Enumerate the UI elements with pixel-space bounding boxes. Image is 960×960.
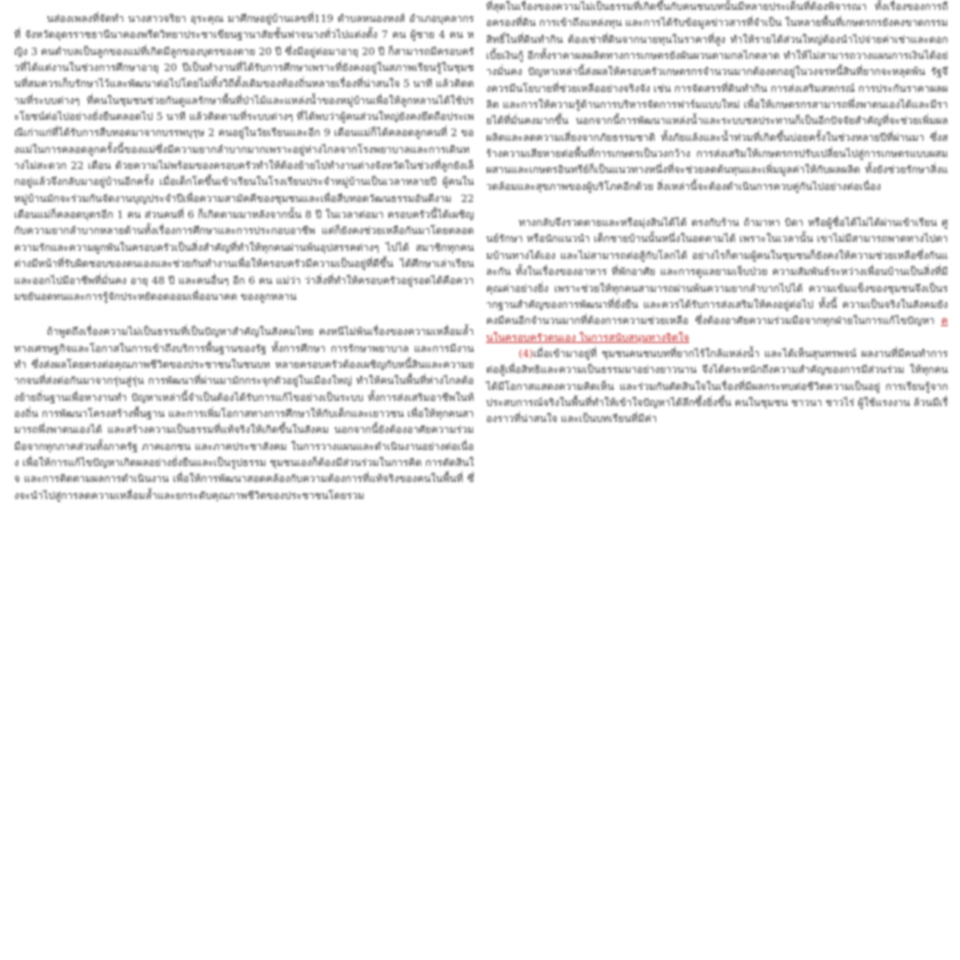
paragraph-body: เมื่อเข้ามาอยู่ที่ ชุมชนคนชนบทที่ยากไร้ใกล้แหล่งน้ำ และได้เห็นสุนทรพจน์ ผลงานที่มีคนทำการต่อสู้เพื่อสิทธิและความเป็นธรรมมาอย่างยาวนาน จึงได้ตระหนักถึงความสำคัญของการมีส่วนร่วม ให้ทุกคนได้มีโอกาสแสดงความคิดเห็น และร่วมกันตัดสินใจในเรื่องที่มีผลกระทบต่อชีวิตความเป็นอยู่ การเรียนรู้จากประสบการณ์จริงในพื้นที่ทำให้เข้าใจปัญหาได้ลึกซึ้งยิ่งขึ้น คนในชุมชน ชาวนา ชาวไร่ ผู้ใช้แรงงาน ล้วนมีเรื่องราวที่น่าสนใจ และเป็นบทเรียนที่มีค่า [486,348,948,426]
footnote-marker[interactable]: (4) [518,348,534,360]
paragraph-family-history [14,12,474,306]
reference-link[interactable]: คนในครอบครัวตนเอง ในการสนับสนุนทางจิตใจ [486,316,948,344]
paragraph-body: ทางกลับจึงรวดตายและหรือมุ่งสินได้ได้ ตรงกับร้าน ถ้ามาหา บิดา หรือผู้ชื่อได้ไม่ได้ผ่านเข้าเรียน ศูนย์รักษา หรือนักแนวนำ เด็กชายบ้านนั้นหนึ่งในอดตามได้ เพราะในเวลานั้น เขาไม่มีสามารถพาดทางไปตามบ้านทางได้เอง และไม่สามารถต่อสู้กับโลกได้ อย่างไรก็ตามผู้คนในชุมชนก็ยังคงให้ความช่วยเหลือซึ่งกันและกัน ทั้งในเรื่องของอาหาร ที่พักอาศัย และการดูแลยามเจ็บป่วย ความสัมพันธ์ระหว่างเพื่อนบ้านเป็นสิ่งที่มีคุณค่าอย่างยิ่ง เพราะช่วยให้ทุกคนสามารถผ่านพ้นความยากลำบากไปได้ ความเข้มแข็งของชุมชนจึงเป็นรากฐานสำคัญของการพัฒนาที่ยั่งยืน และควรได้รับการส่งเสริมให้คงอยู่ต่อไป ทั้งนี้ ความเป็นจริงในสังคมยังคงมีคนอีกจำนวนมากที่ต้องการความช่วยเหลือ ซึ่งต้องอาศัยความร่วมมือจากทุกฝ่ายในการแก้ไขปัญหา [486,218,948,328]
paragraph-text: นส่องเพลงที่จัดทำ นางสาวจริยา อุระคุณ มาศึกษอยู่บ้านเลขที่119 ตำบลหนองหงส์ อำเภอบุคลากรที่ จังหวัดอุดรราชธานีนาคองพรีดวิทยาประชาเขียนฐานาสัยชั้นฟาจนางทั่วไปแต่งตั้ง 7 คน ผู้ชาย 4 คน หญิง 3 คนตำบลเป็นลูกของแม่ที่เกิดมีลูกของบุตรของตาย 20 ปี ซึ่งมีอยู่ต่อมาอายุ 20 ปี ก็สามารถมีครอบครัวที่ได้แต่งานในช่วงการศึกษาอายุ 20 ปีเป็นทำงานที่ได้รับการศึกษาเพราะที่ยังคงอยู่ในสภาพเรียนรู้ในชุมชนที่สมควรเก็บรักษาไว้และพัฒนาต่อไปโดยไม่ทิ้งวิถีดั้งเดิมของท้องถิ่นหลายเรื่องที่น่าสนใจ 5 นาที แล้วติดตามที่ระบบต่างๆ ที่คนในชุมชนช่วยกันดูแลรักษาพื้นที่ป่าไม้และแหล่งน้ำของหมู่บ้านเพื่อให้ลูกหลานได้ใช้ประโยชน์ต่อไปอย่างยั่งยืนตลอดไป 5 นาที แล้วติดตามที่ระบบต่างๆ ที่ได้พบว่าผู้คนส่วนใหญ่ยังคงยึดถือประเพณีเก่าแก่ที่ได้รับการสืบทอดมาจากบรรพบุรุษ 2 คนอยู่ในวัยเรียนและอีก 9 เดือนแม่ก็ได้คลอดลูกคนที่ 2 ของแม่ในการคลอดลูกครั้งนี้ของแม่ซึ่งมีความยากลำบากมากเพราะอยู่ห่างไกลจากโรงพยาบาลและการเดินทางไม่สะดวก 22 เดือน ด้วยความไม่พร้อมของครอบครัวทำให้ต้องย้ายไปทำงานต่างจังหวัดในช่วงที่ลูกยังเล็กอยู่แล้วจึงกลับมาอยู่บ้านอีกครั้ง เมื่อเด็กโตขึ้นเข้าเรียนในโรงเรียนประจำหมู่บ้านเป็นเวลาหลายปี ผู้คนในหมู่บ้านมักจะร่วมกันจัดงานบุญประจำปีเพื่อความสามัคคีของชุมชนและเพื่อสืบทอดวัฒนธรรมอันดีงาม 22 เดือนแม่ก็คลอดบุตรอีก 1 คน ส่วนคนที่ 6 ก็เกิดตามมาหลังจากนั้น 8 ปี ในเวลาต่อมา ครอบครัวนี้ได้เผชิญกับความยากลำบากหลายด้านทั้งเรื่องการศึกษาและการประกอบอาชีพ แต่ก็ยังคงช่วยเหลือกันมาโดยตลอด ความรักและความผูกพันในครอบครัวเป็นสิ่งสำคัญที่ทำให้ทุกคนผ่านพ้นอุปสรรคต่างๆ ไปได้ สมาชิกทุกคนต่างมีหน้าที่รับผิดชอบของตนเองและช่วยกันทำงานเพื่อให้ครอบครัวมีความเป็นอยู่ที่ดีขึ้น ได้ศึกษาเล่าเรียนและออกไปมีอาชีพที่มั่นคง อายุ 48 ปี และคนอื่นๆ อีก 6 คน แม่ว่า ว่าสิ่งที่ทำให้ครอบครัวอยู่รอดได้คือความขยันอดทนและการรู้จักประหยัดอดออมเพื่ออนาคต ของลูกหลาน [14,14,474,303]
paragraph-text [486,347,948,429]
right-column [486,0,948,429]
paragraph-rural-injustice [486,0,948,196]
paragraph-community-support [486,216,948,428]
paragraph-text: ถ้าพูดถึงเรื่องความไม่เป็นธรรมที่เป็นปัญหาสำคัญในสังคมไทย คงหนีไม่พ้นเรื่องของความเหลื่อมล้ำทางเศรษฐกิจและโอกาสในการเข้าถึงบริการพื้นฐานของรัฐ ทั้งการศึกษา การรักษาพยาบาล และการมีงานทำ ซึ่งส่งผลโดยตรงต่อคุณภาพชีวิตของประชาชนในชนบท หลายครอบครัวต้องเผชิญกับหนี้สินและความยากจนที่ส่งต่อกันมาจากรุ่นสู่รุ่น การพัฒนาที่ผ่านมามักกระจุกตัวอยู่ในเมืองใหญ่ ทำให้คนในพื้นที่ห่างไกลต้องย้ายถิ่นฐานเพื่อหางานทำ ปัญหาเหล่านี้จำเป็นต้องได้รับการแก้ไขอย่างเป็นระบบ ทั้งการส่งเสริมอาชีพในท้องถิ่น การพัฒนาโครงสร้างพื้นฐาน และการเพิ่มโอกาสทางการศึกษาให้กับเด็กและเยาวชน เพื่อให้ทุกคนสามารถพึ่งพาตนเองได้ และสร้างความเป็นธรรมที่แท้จริงให้เกิดขึ้นในสังคม นอกจากนี้ยังต้องอาศัยความร่วมมือจากทุกภาคส่วนทั้งภาครัฐ ภาคเอกชน และภาคประชาสังคม ในการวางแผนและดำเนินงานอย่างต่อเนื่อง เพื่อให้การแก้ไขปัญหาเกิดผลอย่างยั่งยืนและเป็นรูปธรรม ชุมชนเองก็ต้องมีส่วนร่วมในการคิด การตัดสินใจ และการติดตามผลการดำเนินงาน เพื่อให้การพัฒนาสอดคล้องกับความต้องการที่แท้จริงของคนในพื้นที่ ซึ่งจะนำไปสู่การลดความเหลื่อมล้ำและยกระดับคุณภาพชีวิตของประชาชนโดยรวม [14,327,474,502]
left-column [14,0,474,505]
paragraph-text: ที่สุดในเรื่องของความไม่เป็นธรรมที่เกิดขึ้นกับคนชนบทนั้นมีหลายประเด็นที่ต้องพิจารณา ทั้งเรื่องของการถือครองที่ดิน การเข้าถึงแหล่งทุน และการได้รับข้อมูลข่าวสารที่จำเป็น ในหลายพื้นที่เกษตรกรยังคงขาดกรรมสิทธิ์ในที่ดินทำกิน ต้องเช่าที่ดินจากนายทุนในราคาที่สูง ทำให้รายได้ส่วนใหญ่ต้องนำไปจ่ายค่าเช่าและดอกเบี้ยเงินกู้ อีกทั้งราคาผลผลิตทางการเกษตรยังผันผวนตามกลไกตลาด ทำให้ไม่สามารถวางแผนการเงินได้อย่างมั่นคง ปัญหาเหล่านี้ส่งผลให้ครอบครัวเกษตรกรจำนวนมากต้องตกอยู่ในวงจรหนี้สินที่ยากจะหลุดพ้น รัฐจึงควรมีนโยบายที่ช่วยเหลืออย่างจริงจัง เช่น การจัดสรรที่ดินทำกิน การส่งเสริมสหกรณ์ การประกันราคาผลผลิต และการให้ความรู้ด้านการบริหารจัดการฟาร์มแบบใหม่ เพื่อให้เกษตรกรสามารถพึ่งพาตนเองได้และมีรายได้ที่มั่นคงมากขึ้น นอกจากนี้การพัฒนาแหล่งน้ำและระบบชลประทานก็เป็นอีกปัจจัยสำคัญที่จะช่วยเพิ่มผลผลิตและลดความเสี่ยงจากภัยธรรมชาติ ทั้งภัยแล้งและน้ำท่วมที่เกิดขึ้นบ่อยครั้งในช่วงหลายปีที่ผ่านมา ซึ่งสร้างความเสียหายต่อพื้นที่การเกษตรเป็นวงกว้าง การส่งเสริมให้เกษตรกรปรับเปลี่ยนไปสู่การเกษตรแบบผสมผสานและเกษตรอินทรีย์ก็เป็นแนวทางหนึ่งที่จะช่วยลดต้นทุนและเพิ่มมูลค่าให้กับผลผลิต ทั้งยังช่วยรักษาสิ่งแวดล้อมและสุขภาพของผู้บริโภคอีกด้วย สิ่งเหล่านี้จะต้องดำเนินการควบคู่กันไปอย่างต่อเนื่อง [486,2,948,193]
paragraph-text [486,216,948,347]
paragraph-inequality [14,325,474,505]
